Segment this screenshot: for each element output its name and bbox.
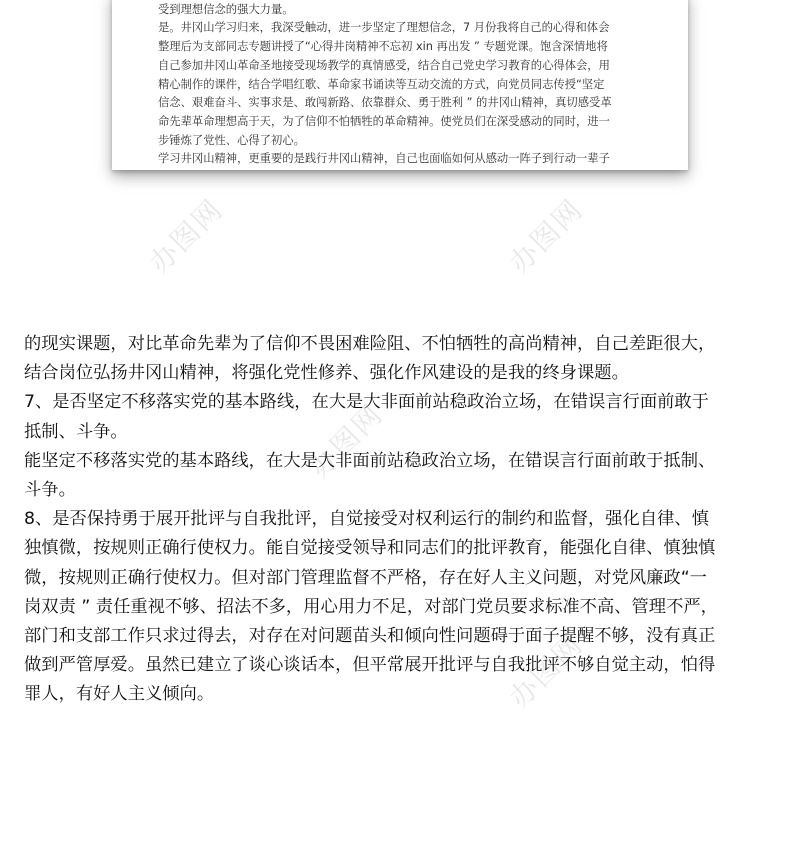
card-line: 学习井冈山精神，更重要的是践行井冈山精神，自己也面临如何从感动一阵子到行动一辈子 (158, 152, 610, 166)
body-line: 罪人，有好人主义倾向。 (24, 684, 215, 705)
card-text-block (158, 0, 652, 169)
watermark-logo: 办图网 (302, 397, 390, 485)
body-line: 微，按规则正确行使权力。但对部门管理监督不严格，存在好人主义问题，对党风廉政“一 (24, 567, 707, 588)
card-line: 精心制作的课件，结合学唱红歌、革命家书诵读等互动交流的方式，向党员同志传授“坚定 (158, 77, 605, 91)
card-line: 受到理想信念的强大力量。 (158, 2, 294, 16)
document-preview-card (112, 0, 688, 170)
body-line: 独慎微，按规则正确行使权力。能自觉接受领导和同志们的批评教育，能强化自律、慎独慎 (24, 538, 716, 559)
card-line: 是。井冈山学习归来，我深受触动，进一步坚定了理想信念，7 月份我将自己的心得和体会 (158, 21, 610, 35)
body-line: 斗争。 (24, 480, 76, 501)
card-line: 自己参加井冈山革命圣地接受现场教学的真情感受，结合自己党史学习教育的心得体会，用 (158, 58, 610, 72)
watermark-logo: 办图网 (502, 192, 590, 280)
body-line: 能坚定不移落实党的基本路线，在大是大非面前站稳政治立场，在错误言行面前敢于抵制、 (24, 450, 716, 471)
document-body-text (24, 330, 784, 710)
body-line: 抵制、斗争。 (24, 421, 128, 442)
card-line: 信念、艰难奋斗、实事求是、敢闯新路、依靠群众、勇于胜利 ” 的井冈山精神，真切感受革 (158, 96, 612, 110)
card-line: 命先辈革命理想高于天，为了信仰不怕牺牲的革命精神。使党员们在深受感动的同时，进一 (158, 114, 610, 128)
watermark-logo: 办图网 (142, 192, 230, 280)
watermark-logo: 办图网 (502, 627, 590, 715)
card-line: 整理后为支部同志专题讲授了“心得井岗精神不忘初 xin 再出发 ” 专题党课。饱含深情地将 (158, 40, 608, 54)
body-line: 7、是否坚定不移落实党的基本路线，在大是大非面前站稳政治立场，在错误言行面前敢于 (24, 392, 709, 413)
body-line: 8、是否保持勇于展开批评与自我批评，自觉接受对权利运行的制约和监督，强化自律、慎 (24, 509, 709, 530)
body-line: 部门和支部工作只求过得去，对存在对问题苗头和倾向性问题碍于面子提醒不够，没有真正 (24, 626, 716, 647)
body-line: 结合岗位弘扬井冈山精神，将强化党性修养、强化作风建设的是我的终身课题。 (24, 363, 629, 384)
body-line: 的现实课题，对比革命先辈为了信仰不畏困难险阻、不怕牺牲的高尚精神，自己差距很大， (24, 334, 716, 354)
body-line: 岗双责 ” 责任重视不够、招法不多，用心用力不足，对部门党员要求标准不高、管理不严， (24, 596, 718, 617)
card-line: 步锤炼了党性、心得了初心。 (158, 133, 305, 147)
body-line: 做到严管厚爱。虽然已建立了谈心谈话本，但平常展开批评与自我批评不够自觉主动，怕得 (24, 655, 716, 676)
